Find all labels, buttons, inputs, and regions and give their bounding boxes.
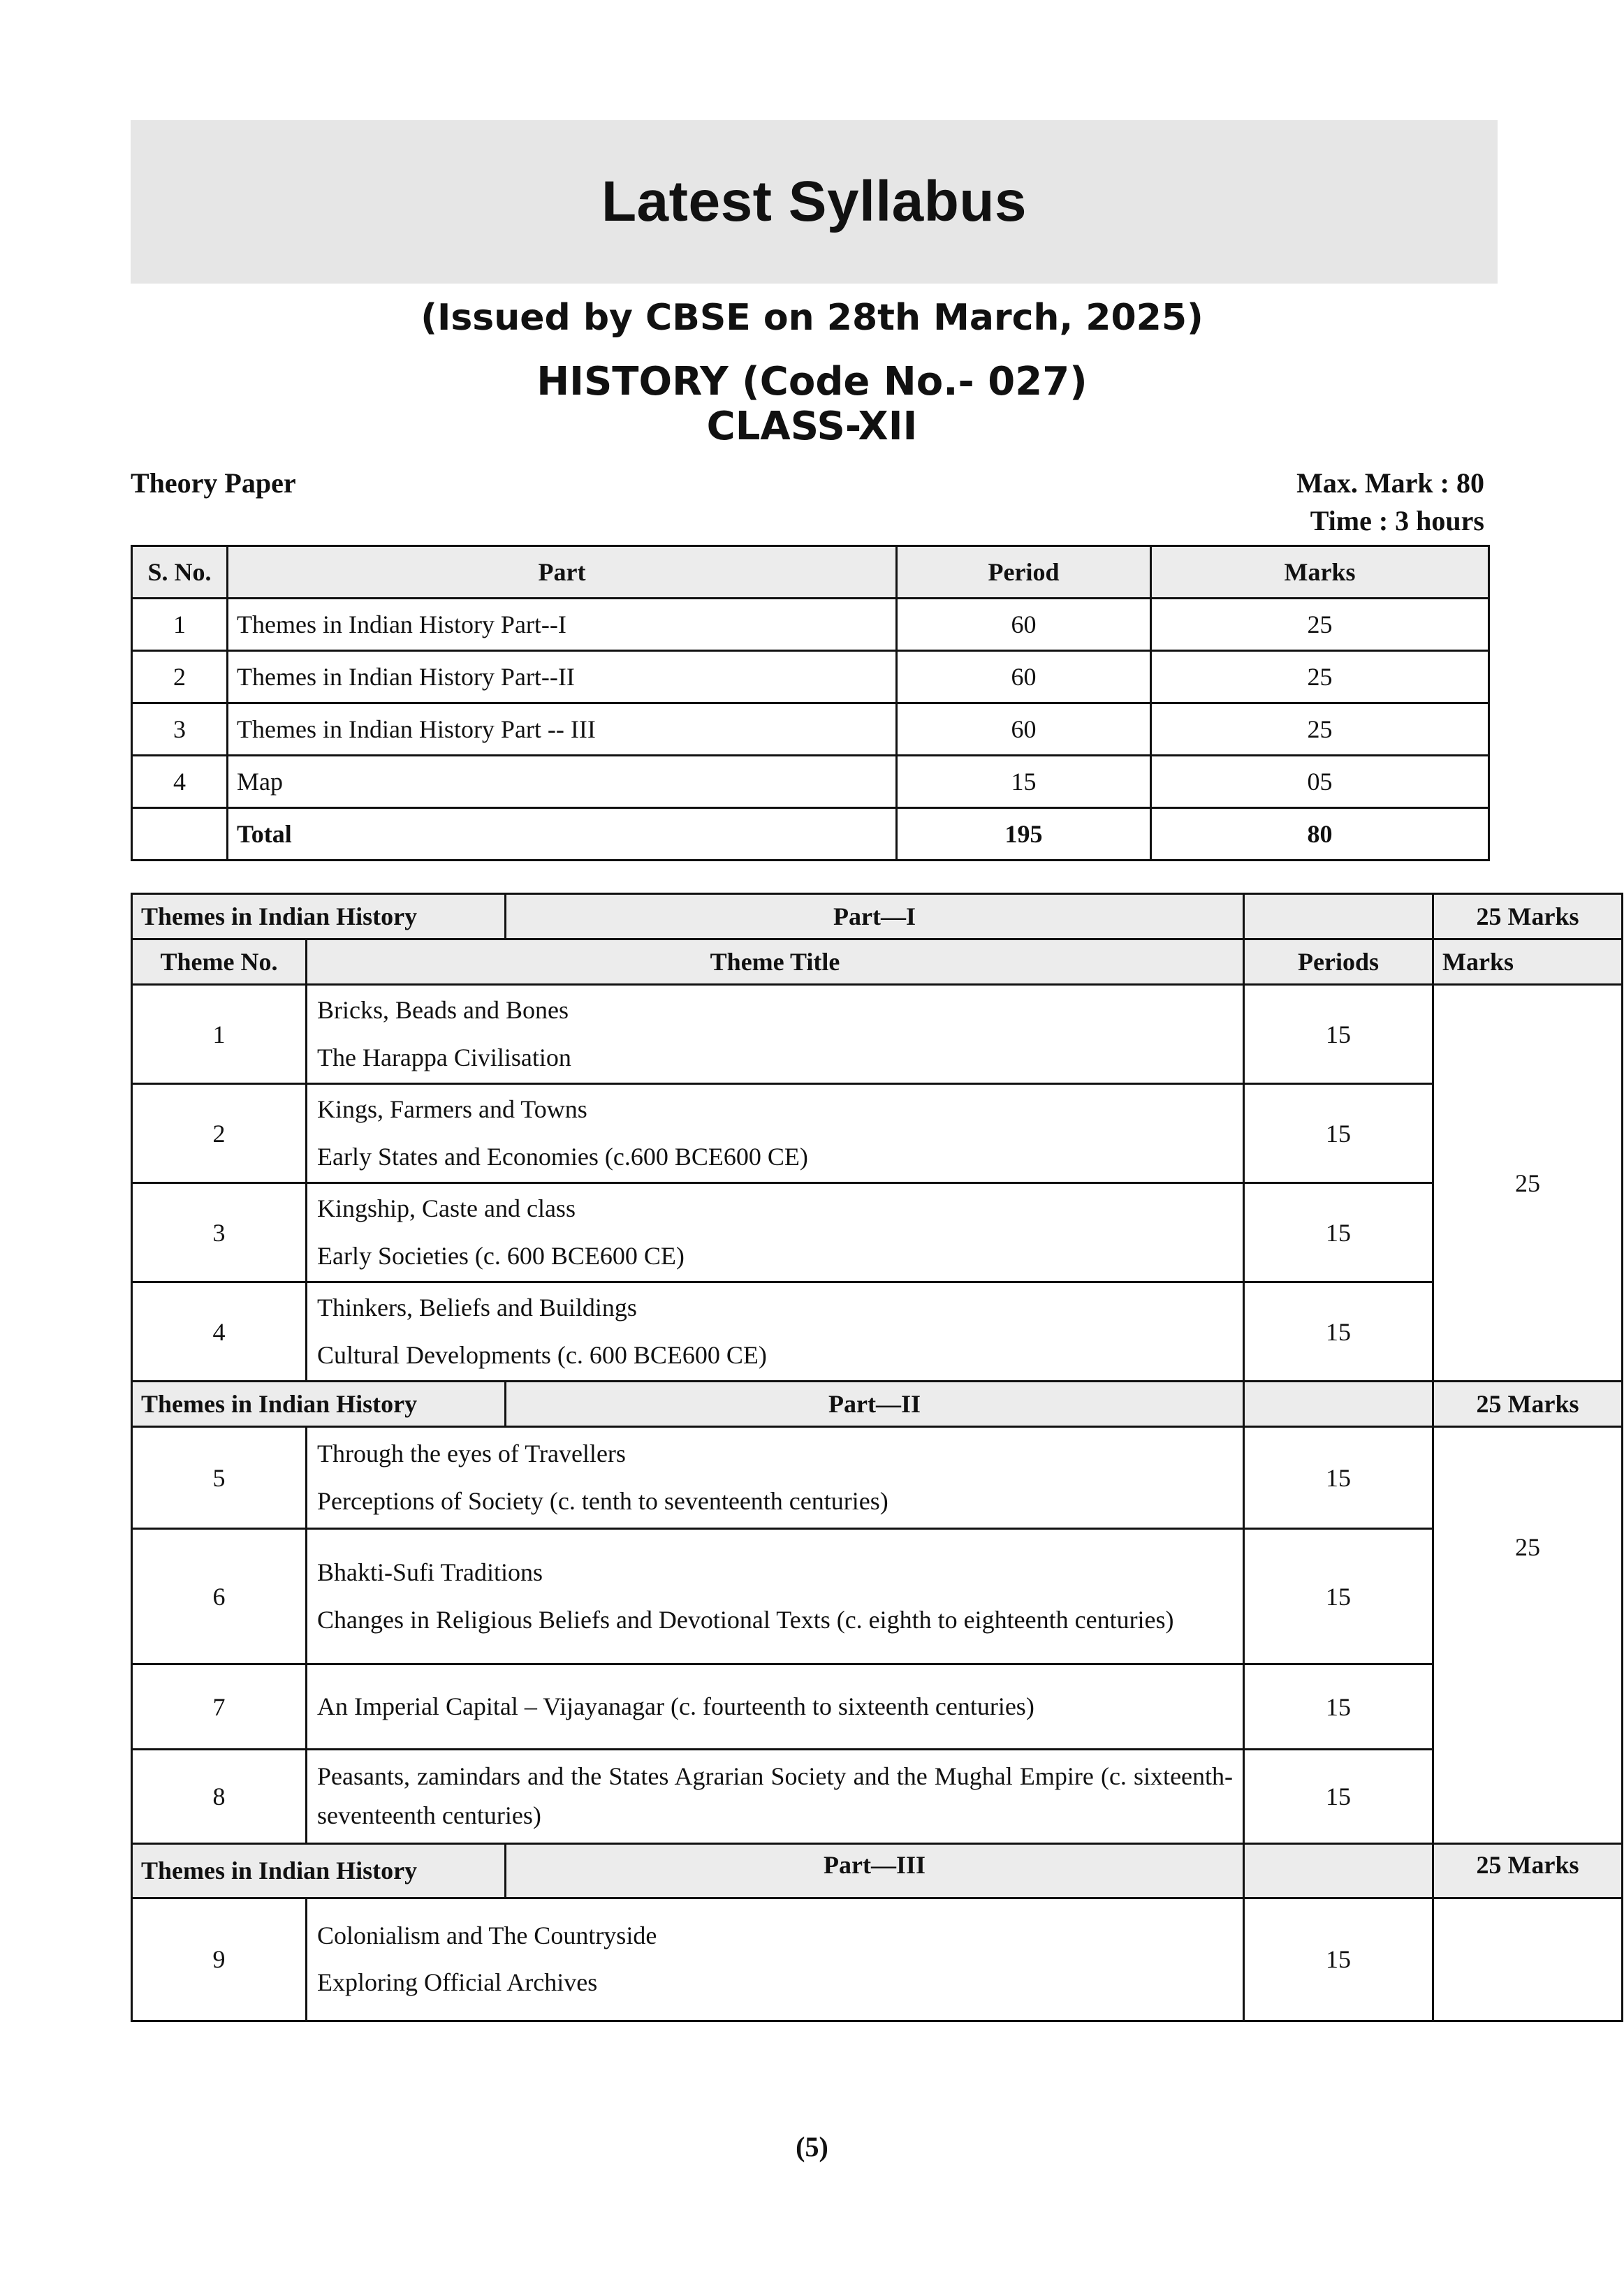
- theme-periods: 15: [1244, 1898, 1433, 2021]
- table-row: [132, 703, 1489, 756]
- total-row: [132, 808, 1489, 861]
- theme-title: Thinkers, Beliefs and Buildings Cultural Developments (c. 600 BCE600 CE): [307, 1282, 1244, 1382]
- empty-cell: [1244, 894, 1433, 939]
- table-row: [132, 599, 1489, 651]
- theme-no: 5: [132, 1427, 307, 1529]
- table-row: [132, 1183, 1623, 1282]
- empty-cell: [1244, 1382, 1433, 1427]
- table-row: [132, 1664, 1623, 1750]
- section-label: Themes in Indian History: [132, 894, 506, 939]
- part-marks-label: 25 Marks: [1433, 894, 1623, 939]
- theme-no: 9: [132, 1898, 307, 2021]
- cell-marks: 25: [1151, 703, 1489, 756]
- subject-heading: HISTORY (Code No.- 027): [536, 359, 1088, 404]
- table-row: [132, 1898, 1623, 2021]
- summary-header-row: [132, 546, 1489, 599]
- part-marks-value: 25: [1433, 985, 1623, 1382]
- cell-part: Themes in Indian History Part--I: [228, 599, 897, 651]
- theme-periods: 15: [1244, 1664, 1433, 1750]
- cell-period: 60: [897, 703, 1151, 756]
- theme-title: An Imperial Capital – Vijayanagar (c. fourteenth to sixteenth centuries): [307, 1664, 1244, 1750]
- col-part: Part: [228, 546, 897, 599]
- theme-periods: 15: [1244, 1427, 1433, 1529]
- max-mark: Max. Mark : 80: [1296, 467, 1484, 499]
- theme-title: Through the eyes of Travellers Perceptions of Society (c. tenth to seventeenth centuries): [307, 1427, 1244, 1529]
- cell-marks: 05: [1151, 756, 1489, 808]
- page-number: (5): [796, 2131, 828, 2162]
- col-periods: Periods: [1244, 939, 1433, 985]
- part-header-row: [132, 894, 1623, 939]
- section-label: Themes in Indian History: [132, 1382, 506, 1427]
- theme-no: 3: [132, 1183, 307, 1282]
- part-label: Part—III: [506, 1843, 1244, 1898]
- col-theme-no: Theme No.: [132, 939, 307, 985]
- total-label: Total: [228, 808, 897, 861]
- theme-no: 2: [132, 1084, 307, 1183]
- cell-part: Map: [228, 756, 897, 808]
- themes-table: [131, 893, 1623, 2022]
- col-marks: Marks: [1151, 546, 1489, 599]
- empty-cell: [1244, 1843, 1433, 1898]
- part-header-row: [132, 1843, 1623, 1898]
- paper-type: Theory Paper: [131, 467, 296, 499]
- page-title: Latest Syllabus: [601, 170, 1027, 233]
- theme-periods: 15: [1244, 985, 1433, 1084]
- cell-part: Themes in Indian History Part--II: [228, 651, 897, 703]
- table-row: [132, 1750, 1623, 1844]
- col-sno: S. No.: [132, 546, 228, 599]
- cell-marks: 25: [1151, 599, 1489, 651]
- time-allowed: Time : 3 hours: [1310, 505, 1484, 536]
- theme-no: 6: [132, 1529, 307, 1664]
- cell-sno: 3: [132, 703, 228, 756]
- part-marks-label: 25 Marks: [1433, 1382, 1623, 1427]
- cell-sno: 1: [132, 599, 228, 651]
- theme-title: Colonialism and The Countryside Exploring Official Archives: [307, 1898, 1244, 2021]
- table-row: [132, 651, 1489, 703]
- table-row: [132, 985, 1623, 1084]
- column-header-row: [132, 939, 1623, 985]
- part-header-row: [132, 1382, 1623, 1427]
- theme-periods: 15: [1244, 1183, 1433, 1282]
- class-heading: CLASS-XII: [706, 404, 918, 449]
- part-label: Part—II: [506, 1382, 1244, 1427]
- cell-period: 15: [897, 756, 1151, 808]
- table-row: [132, 1084, 1623, 1183]
- cell-period: 60: [897, 651, 1151, 703]
- cell-marks: 25: [1151, 651, 1489, 703]
- theme-title: Bhakti-Sufi Traditions Changes in Religious Beliefs and Devotional Texts (c. eighth to eighteenth centuries): [307, 1529, 1244, 1664]
- theme-periods: 15: [1244, 1529, 1433, 1664]
- table-row: [132, 1529, 1623, 1664]
- title-banner: [131, 120, 1498, 284]
- col-marks: Marks: [1433, 939, 1623, 985]
- cell-period: 60: [897, 599, 1151, 651]
- theme-title: Bricks, Beads and Bones The Harappa Civilisation: [307, 985, 1244, 1084]
- cell-sno: 4: [132, 756, 228, 808]
- theme-no: 7: [132, 1664, 307, 1750]
- part-marks-value: 25: [1433, 1427, 1623, 1844]
- cell-empty: [132, 808, 228, 861]
- table-row: [132, 1427, 1623, 1529]
- col-theme-title: Theme Title: [307, 939, 1244, 985]
- theme-no: 4: [132, 1282, 307, 1382]
- part-marks-label: 25 Marks: [1433, 1843, 1623, 1898]
- table-row: [132, 756, 1489, 808]
- section-label: Themes in Indian History: [132, 1843, 506, 1898]
- issued-note: (Issued by CBSE on 28th March, 2025): [420, 297, 1204, 339]
- theme-title: Kings, Farmers and Towns Early States and Economies (c.600 BCE600 CE): [307, 1084, 1244, 1183]
- col-period: Period: [897, 546, 1151, 599]
- theme-title: Kingship, Caste and class Early Societies (c. 600 BCE600 CE): [307, 1183, 1244, 1282]
- cell-part: Themes in Indian History Part -- III: [228, 703, 897, 756]
- table-row: [132, 1282, 1623, 1382]
- theme-no: 1: [132, 985, 307, 1084]
- theme-periods: 15: [1244, 1282, 1433, 1382]
- total-period: 195: [897, 808, 1151, 861]
- theme-periods: 15: [1244, 1750, 1433, 1844]
- cell-sno: 2: [132, 651, 228, 703]
- empty-marks-cell: [1433, 1898, 1623, 2021]
- theme-no: 8: [132, 1750, 307, 1844]
- total-marks: 80: [1151, 808, 1489, 861]
- theme-title: Peasants, zamindars and the States Agrarian Society and the Mughal Empire (c. sixteenth-seventeenth centuries): [307, 1750, 1244, 1844]
- summary-table: [131, 545, 1490, 861]
- part-label: Part—I: [506, 894, 1244, 939]
- theme-periods: 15: [1244, 1084, 1433, 1183]
